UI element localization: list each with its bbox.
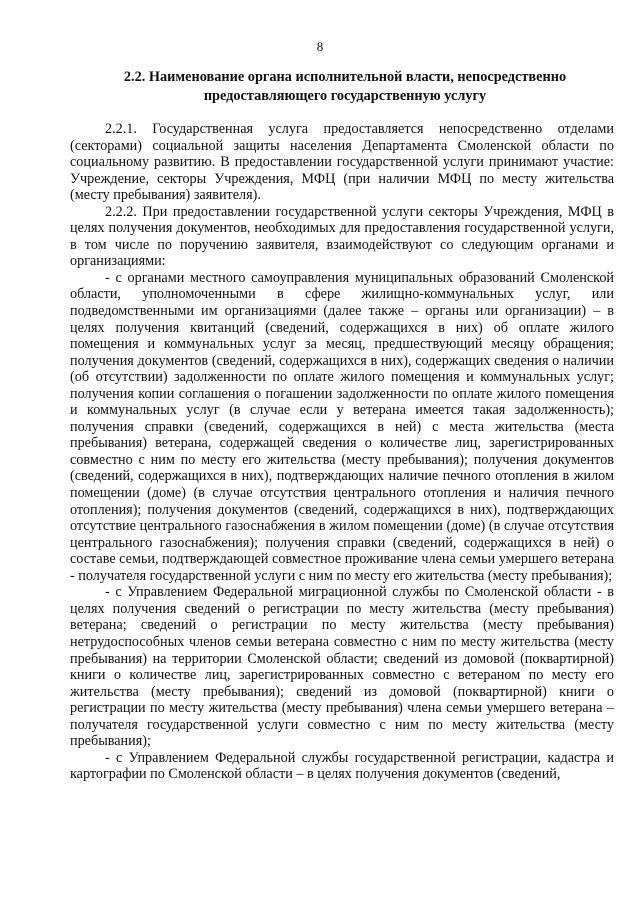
- page-number: 8: [316, 39, 324, 54]
- section-heading: 2.2. Наименование органа исполнительной власти, непосредственно предоставляющего государственную услугу: [123, 69, 567, 104]
- paragraph-migration-service: - с Управлением Федеральной миграционной службы по Смоленской области - в целях получения сведений о регистрации по месту жительства (месту пребывания) ветерана; сведений о регистрации по месту жительства (месту пребывания) нетрудоспособных членов семьи ветерана совместно с ним по месту жительства (месту пребывания) на территории Смоленской области; сведений из домовой (поквартирной) книги о количестве лиц, зарегистрированных совместно с ветераном по месту его жительства (месту пребывания); сведений из домовой (поквартирной) книги о регистрации по месту жительства (месту пребывания) члена семьи умершего ветерана – получателя государственной услуги совместно с ним по месту жительства (месту пребывания);: [70, 584, 614, 750]
- document-body: [70, 121, 614, 783]
- paragraph-local-government: - с органами местного самоуправления муниципальных образований Смоленской области, уполномоченными в сфере жилищно-коммунальных услуг, или подведомственными им организациями (далее также – органы или организации) – в целях получения квитанций (сведений, содержащихся в них) об оплате жилого помещения и коммунальных услуг за месяц, предшествующий месяцу обращения; получения документов (сведений, содержащихся в них), содержащих сведения о наличии (об отсутствии) задолженности по оплате жилого помещения и коммунальных услуг; получения копии соглашения о погашении задолженности по оплате жилого помещения и коммунальных услуг (в случае если у ветерана имеется такая задолженность); получения справки (сведений, содержащихся в ней) с места жительства (места пребывания) ветерана, содержащей сведения о количестве лиц, зарегистрированных совместно с ним по месту его жительства (месту пребывания); получения документов (сведений, содержащихся в них), подтверждающих наличие печного отопления в жилом помещении (доме) (в случае отсутствия центрального отопления и наличия печного отопления); получения документов (сведений, содержащихся в них), подтверждающих отсутствие центрального газоснабжения в жилом помещении (доме) (в случае отсутствия центрального газоснабжения); получения справки (сведений, содержащихся в ней) о составе семьи, подтверждающей совместное проживание члена семьи умершего ветерана - получателя государственной услуги с ним по месту его жительства (месту пребывания);: [70, 269, 614, 584]
- paragraph-2-2-1: 2.2.1. Государственная услуга предоставляется непосредственно отделами (секторами) социальной защиты населения Департамента Смоленской области по социальному развитию. В предоставлении государственной услуги принимают участие: Учреждение, секторы Учреждения, МФЦ (при наличии МФЦ по месту жительства (месту пребывания) заявителя).: [70, 121, 614, 204]
- paragraph-registration-service: - с Управлением Федеральной службы государственной регистрации, кадастра и картографии по Смоленской области – в целях получения документов (сведений,: [70, 749, 614, 783]
- paragraph-2-2-2: 2.2.2. При предоставлении государственной услуги секторы Учреждения, МФЦ в целях получения документов, необходимых для предоставления государственной услуги, в том числе по поручению заявителя, взаимодействуют со следующим органами и организациями:: [70, 203, 614, 270]
